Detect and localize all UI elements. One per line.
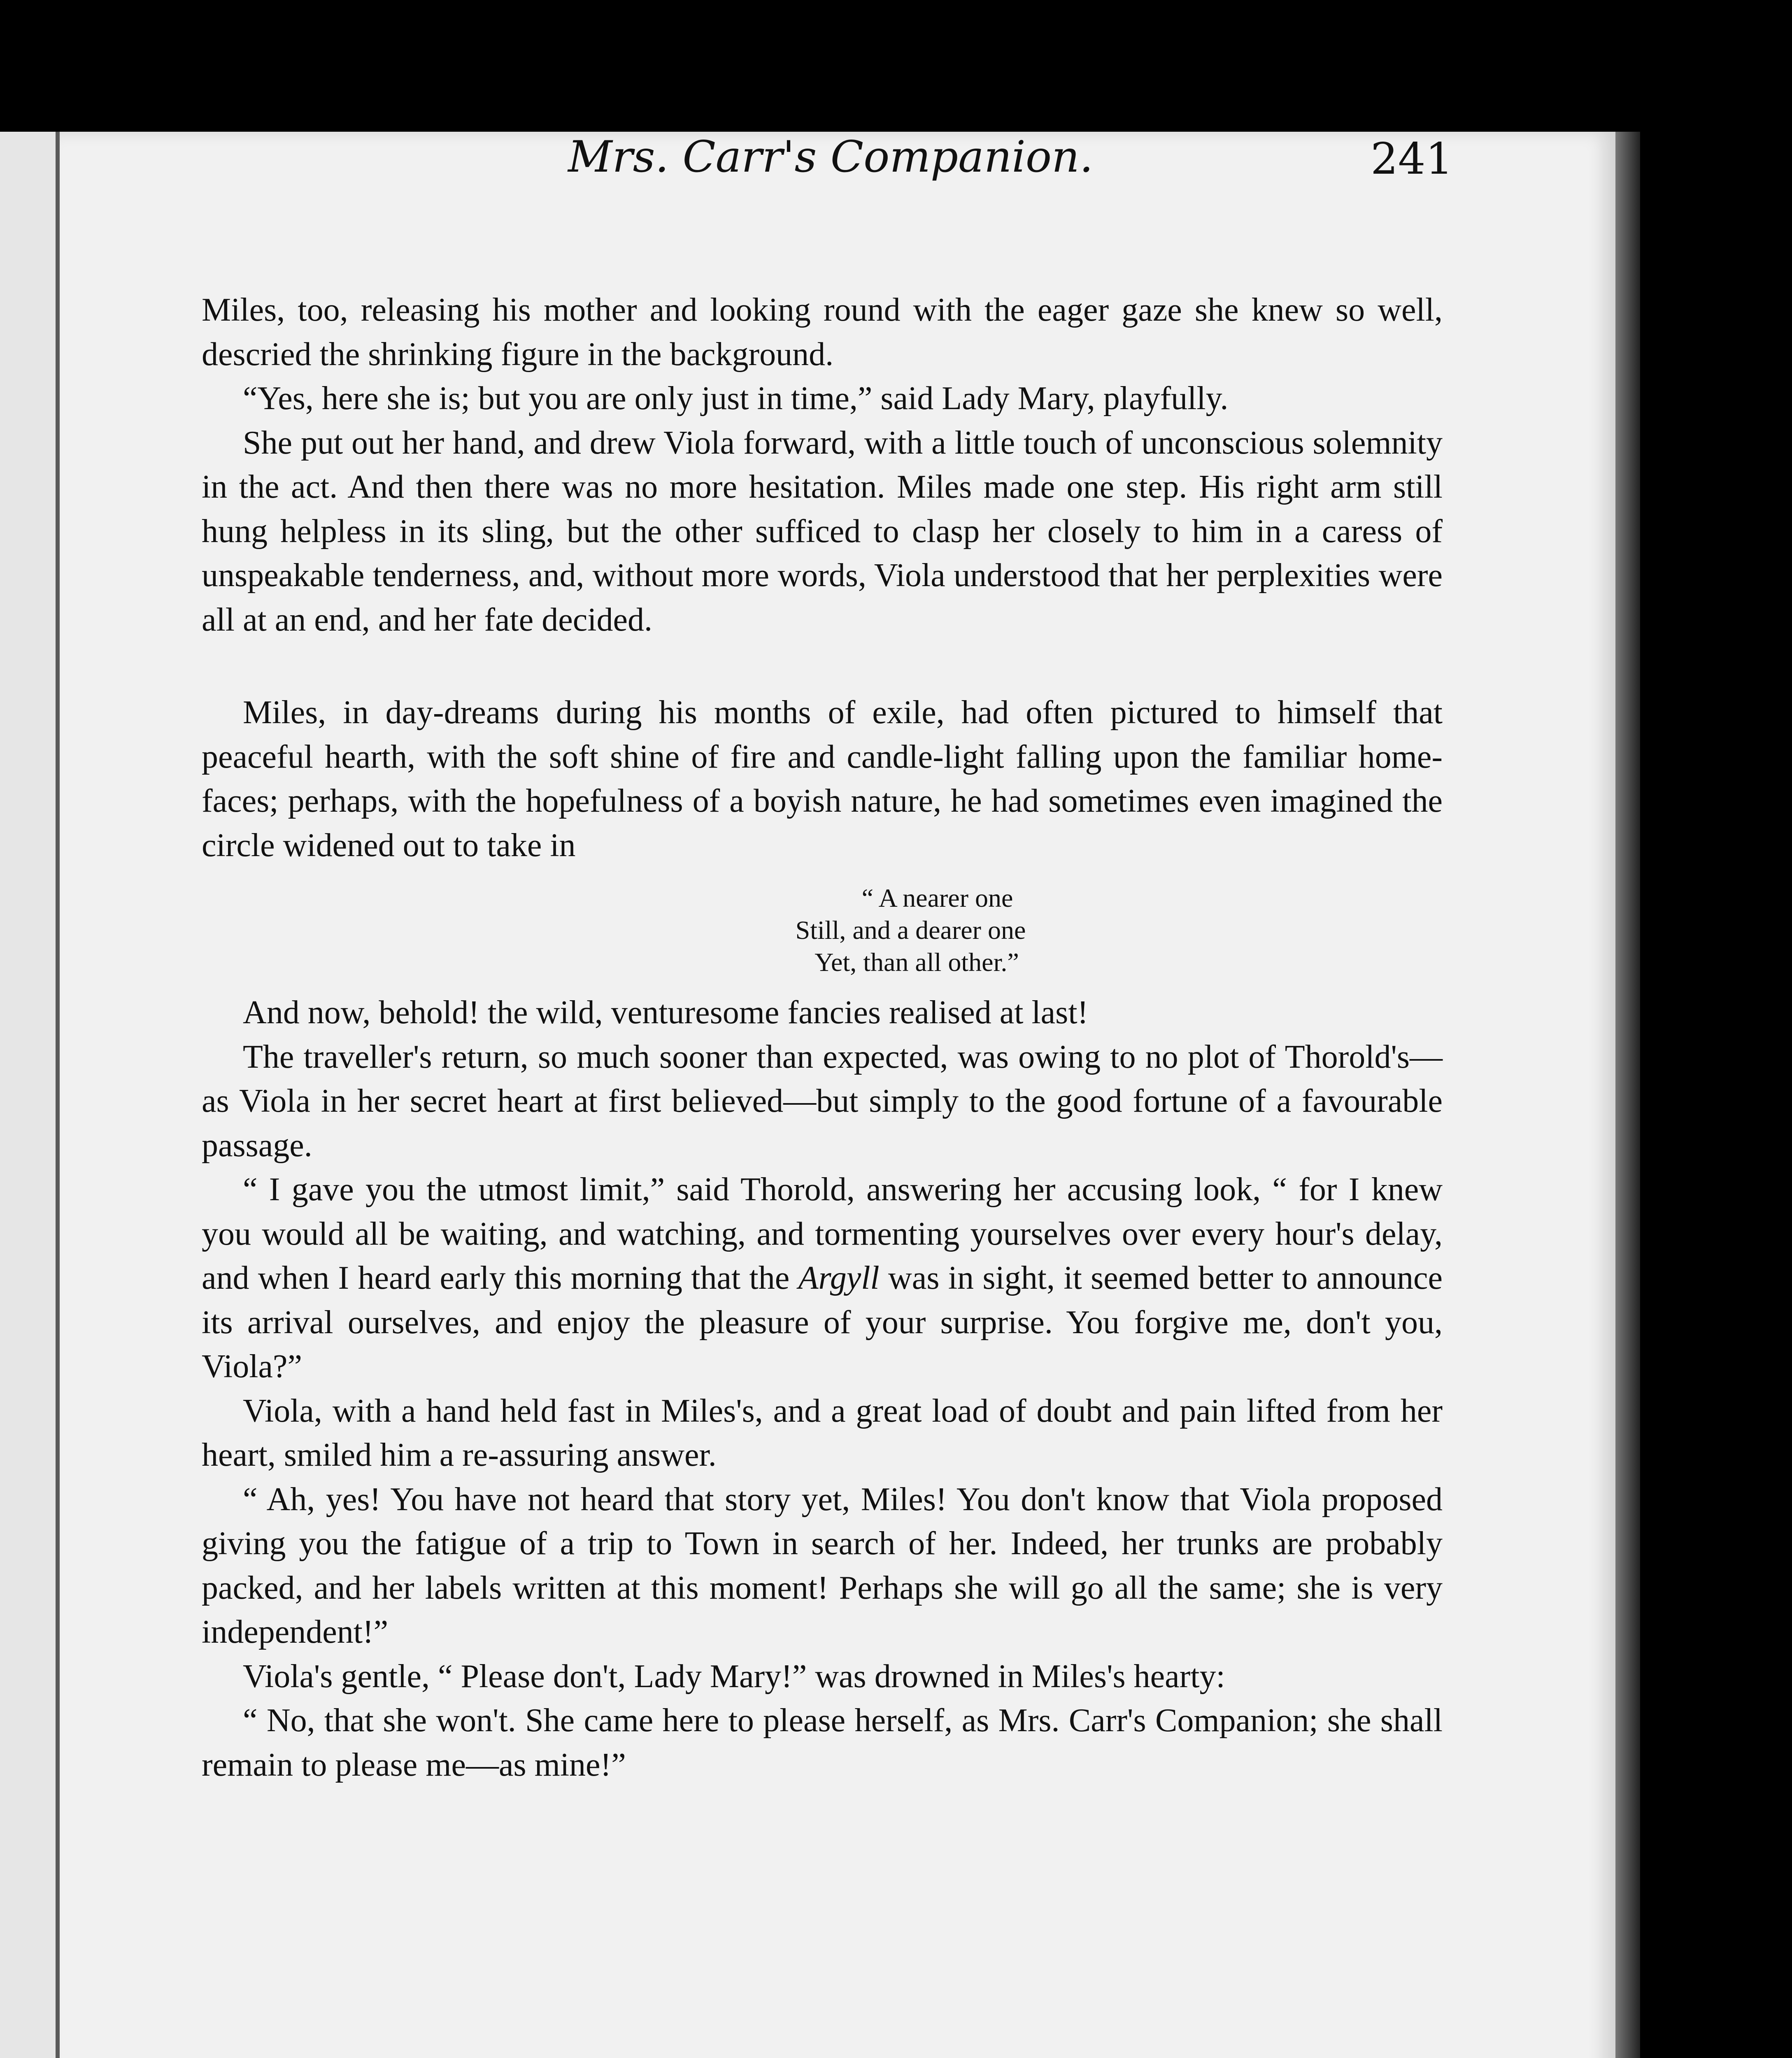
paragraph: “Yes, here she is; but you are only just in time,” said Lady Mary, playfully.: [243, 380, 1229, 417]
paragraph-text: was in sight, it seemed better to announce its arrival ourselves, and enjoy the pleasure of your surprise. You forgive me, don't you, Viola?”: [202, 1260, 1443, 1385]
running-head: Mrs. Carr's Companion.: [568, 132, 1094, 182]
paragraph: Miles, in day-dreams during his months of exile, had often pictured to himself that peaceful hearth, with the soft shine of fire and candle-light falling upon the familiar home-faces; perhaps, with the hopefulness of a boyish nature, he had sometimes even imagined the circle widened out to take in: [202, 694, 1443, 864]
paragraph: Viola, with a hand held fast in Miles's, and a great load of doubt and pain lifted from her heart, smiled him a re-assuring answer.: [202, 1392, 1443, 1473]
verse-line: Yet, than all other.”: [815, 948, 1019, 977]
paragraph: “ Ah, yes! You have not heard that story yet, Miles! You don't know that Viola proposed giving you the fatigue of a trip to Town in search of her. Indeed, her trunks are probably packed, and her labels written at this moment! Perhaps she will go all the same; she is very independent!”: [202, 1481, 1443, 1650]
page-number: 241: [1371, 134, 1453, 184]
body-text: [202, 288, 1443, 1787]
paragraph: Miles, too, releasing his mother and looking round with the eager gaze she knew so well, descried the shrinking figure in the background.: [202, 292, 1443, 372]
ship-name: Argyll: [798, 1260, 880, 1296]
paragraph-text: “ I gave you the utmost limit,” said Thorold, answering her accusing look, “ for I knew you would all be waiting, and watching, and tormenting yourselves over every hour's delay, and when I heard early this morning that the: [202, 1171, 1443, 1296]
paragraph: She put out her hand, and drew Viola forward, with a little touch of unconscious solemnity in the act. And then there was no more hesitation. Miles made one step. His right arm still hung helpless in its sling, but the other sufficed to clasp her closely to him in a caress of unspeakable tenderness, and, without more words, Viola understood that her perplexities were all at an end, and her fate decided.: [202, 424, 1443, 638]
adjacent-page-edge: [0, 132, 60, 2058]
paragraph: [202, 1168, 1443, 1389]
paragraph: Viola's gentle, “ Please don't, Lady Mary!” was drowned in Miles's hearty:: [243, 1658, 1225, 1695]
verse-line: Still, and a dearer one: [795, 915, 1026, 945]
paragraph: “ No, that she won't. She came here to please herself, as Mrs. Carr's Companion; she shall remain to please me—as mine!”: [202, 1702, 1443, 1783]
paragraph: And now, behold! the wild, venturesome fancies realised at last!: [243, 994, 1089, 1031]
paragraph: The traveller's return, so much sooner than expected, was owing to no plot of Thorold's—as Viola in her secret heart at first believed—but simply to the good fortune of a favourable passage.: [202, 1038, 1443, 1164]
verse-line: “ A nearer one: [861, 883, 1013, 913]
verse-quote: [202, 882, 1443, 978]
page-gutter-shadow: [1615, 132, 1640, 2058]
